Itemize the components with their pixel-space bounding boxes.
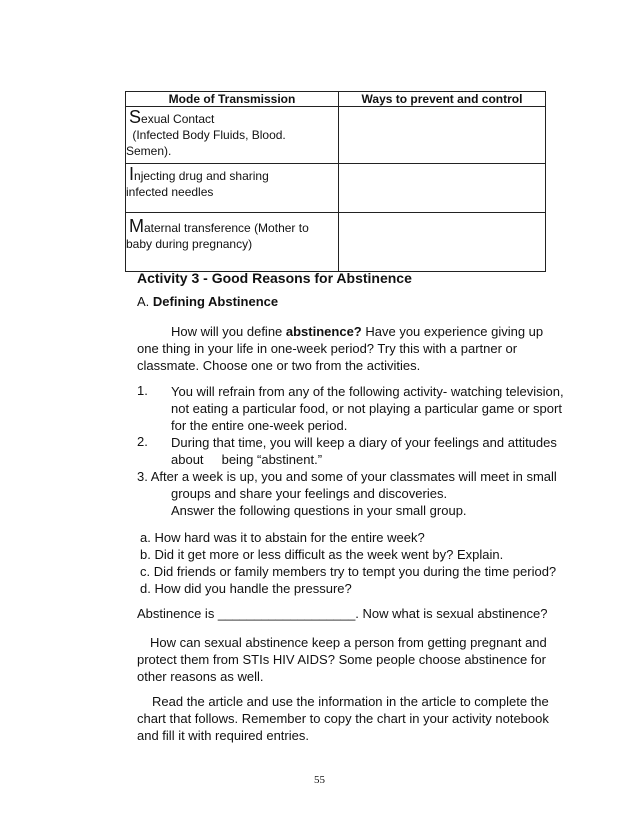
article-instructions-paragraph: Read the article and use the information in the article to complete the chart that follows. Remember to copy the chart in your activity notebook and fill it with required entries. (137, 694, 549, 743)
step-1-text: You will refrain from any of the following activity- watching television, not eating a particular food, or not playing a particular game or sport for the entire one-week period. (171, 384, 564, 433)
mode-cell (126, 164, 339, 213)
intro-line1: How will you define abstinence? Have you experience giving up (171, 324, 544, 339)
prevention-cell (339, 213, 546, 272)
list-item: d. How did you handle the pressure? (140, 581, 352, 596)
page-number: 55 (314, 774, 325, 786)
row-text: aternal transference (Mother to (144, 221, 309, 235)
questions-list (140, 529, 580, 597)
step-2-text: During that time, you will keep a diary of your feelings and attitudes about being “abstinent.” (171, 435, 557, 467)
header-ways-to-prevent: Ways to prevent and control (339, 92, 546, 107)
step-3-line1: 3. After a week is up, you and some of your classmates will meet in small (137, 469, 557, 484)
list-item: a. How hard was it to abstain for the entire week? (140, 530, 425, 545)
section-title: Defining Abstinence (152, 294, 279, 309)
step-number: 1. (137, 383, 148, 398)
activity-title: Activity 3 - Good Reasons for Abstinence (137, 270, 412, 286)
header-mode-of-transmission: Mode of Transmission (126, 92, 339, 107)
mode-cell (126, 107, 339, 164)
row-text: exual Contact (141, 112, 215, 126)
table-row (126, 164, 546, 213)
prevention-cell (339, 164, 546, 213)
step-number: 2. (137, 434, 148, 449)
list-item: c. Did friends or family members try to tempt you during the time period? (140, 564, 557, 579)
abstinence-fill-blank: Abstinence is ___________________. Now what is sexual abstinence? (137, 606, 548, 621)
list-item: b. Did it get more or less difficult as the week went by? Explain. (140, 547, 504, 562)
intro-line3: classmate. Choose one or two from the activities. (137, 358, 421, 373)
intro-line2: one thing in your life in one-week period? Try this with a partner or (137, 341, 518, 356)
prevention-cell (339, 107, 546, 164)
sexual-abstinence-paragraph: How can sexual abstinence keep a person from getting pregnant and protect them from STIs HIV AIDS? Some people choose abstinence for other reasons as well. (137, 635, 547, 684)
table-header-row (126, 92, 546, 107)
row-initial: I (129, 164, 135, 184)
transmission-table (125, 91, 546, 272)
answer-prompt: Answer the following questions in your small group. (171, 503, 467, 518)
row-text-line2: baby during pregnancy) (126, 237, 253, 251)
table-row (126, 107, 546, 164)
section-heading: A. Defining Abstinence (137, 294, 279, 309)
table-row (126, 213, 546, 272)
intro-paragraph (137, 323, 587, 374)
row-text-line2: infected needles (126, 185, 214, 199)
row-text-line2: (Infected Body Fluids, Blood. (132, 128, 286, 142)
row-initial: S (129, 107, 142, 127)
step-3-text: 3. After a week is up, you and some of your classmates will meet in small groups and share your feelings and discoveries. (137, 468, 577, 502)
mode-cell (126, 213, 339, 272)
row-initial: M (129, 216, 144, 236)
row-text: njecting drug and sharing (134, 169, 269, 183)
row-text-line3: Semen). (126, 144, 172, 158)
